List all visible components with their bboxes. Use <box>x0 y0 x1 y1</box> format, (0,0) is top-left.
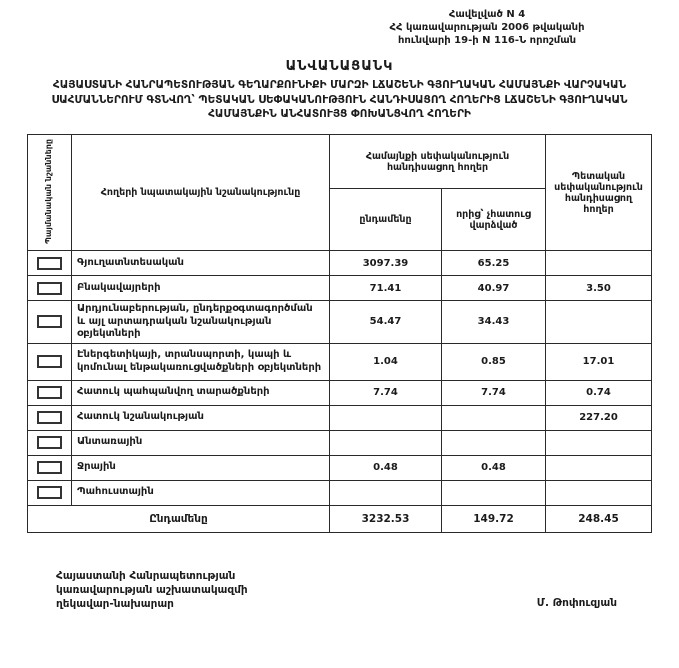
table-row <box>28 455 652 480</box>
annex-line-1: Հավելված N 4 <box>448 9 526 20</box>
state-value: 0.74 <box>546 380 652 405</box>
state-value: 3.50 <box>546 276 652 301</box>
sign-cell <box>28 251 72 276</box>
total-ofwhich-value: 149.72 <box>442 505 546 532</box>
document-footer <box>56 569 617 612</box>
land-transfer-table <box>27 134 652 533</box>
community-total-value: 3097.39 <box>330 251 442 276</box>
state-value <box>546 480 652 505</box>
land-category-label: Հատուկ պահպանվող տարածքների <box>72 380 330 405</box>
land-category-label: Անտառային <box>72 430 330 455</box>
total-state-value: 248.45 <box>546 505 652 532</box>
ofwhich-value: 0.85 <box>442 343 546 380</box>
ofwhich-value <box>442 430 546 455</box>
sign-cell <box>28 430 72 455</box>
ofwhich-value <box>442 405 546 430</box>
community-total-value: 7.74 <box>330 380 442 405</box>
document-title: ԱՆՎԱՆԱՑԱՆԿ <box>285 59 394 74</box>
sign-cell <box>28 480 72 505</box>
table-row <box>28 430 652 455</box>
community-total-value <box>330 405 442 430</box>
ofwhich-value: 34.43 <box>442 301 546 344</box>
ofwhich-value <box>442 480 546 505</box>
col-header-community-group: Համայնքի սեփականություն հանդիսացող հողեր <box>330 135 546 189</box>
legend-box-icon <box>37 461 62 474</box>
sign-cell <box>28 380 72 405</box>
sign-cell <box>28 405 72 430</box>
ofwhich-value: 0.48 <box>442 455 546 480</box>
land-category-label: Պահուստային <box>72 480 330 505</box>
land-category-label: Հատուկ նշանակության <box>72 405 330 430</box>
community-total-value: 0.48 <box>330 455 442 480</box>
community-total-value <box>330 430 442 455</box>
community-total-value: 1.04 <box>330 343 442 380</box>
state-value: 17.01 <box>546 343 652 380</box>
community-total-value: 71.41 <box>330 276 442 301</box>
state-value <box>546 455 652 480</box>
community-total-value: 54.47 <box>330 301 442 344</box>
sign-cell <box>28 343 72 380</box>
legend-box-icon <box>37 486 62 499</box>
ofwhich-value: 7.74 <box>442 380 546 405</box>
ofwhich-value: 40.97 <box>442 276 546 301</box>
legend-box-icon <box>37 257 62 270</box>
office-line-2: կառավարության աշխատակազմի <box>56 583 248 596</box>
annex-reference <box>337 8 637 47</box>
legend-box-icon <box>37 436 62 449</box>
col-header-conventional-signs <box>28 135 72 251</box>
table-row <box>28 276 652 301</box>
land-category-label: Էներգետիկայի, տրանսպորտի, կապի և կոմունալ ենթակառուցվածքների օբյեկտների <box>72 343 330 380</box>
table-row <box>28 301 652 344</box>
state-value <box>546 251 652 276</box>
land-category-label: Գյուղատնտեսական <box>72 251 330 276</box>
legend-box-icon <box>37 282 62 295</box>
land-category-label: Արդյունաբերության, ընդերքօգտագործման և այլ արտադրական նշանակության օբյեկտների <box>72 301 330 344</box>
sign-cell <box>28 276 72 301</box>
land-category-label: Ջրային <box>72 455 330 480</box>
table-total-row <box>28 505 652 532</box>
table-row <box>28 380 652 405</box>
document-subtitle: ՀԱՅԱՍՏԱՆԻ ՀԱՆՐԱՊԵՏՈՒԹՅԱՆ ԳԵՂԱՐՔՈՒՆԻՔԻ ՄԱՐԶԻ ԼՃԱՇԵՆԻ ԳՅՈՒՂԱԿԱՆ ՀԱՄԱՅՆՔԻ ՎԱՐՉԱԿԱՆ ՍԱՀՄԱՆՆԵՐՈՒՄ ԳՏՆՎՈՂ՝ ՊԵՏԱԿԱՆ ՍԵՓԱԿԱՆՈՒԹՅՈՒՆ ՀԱՆԴԻՍԱՑՈՂ ՀՈՂԵՐԻՑ ԼՃԱՇԵՆԻ ԳՅՈՒՂԱԿԱՆ ՀԱՄԱՅՆՔԻՆ ԱՆՀԱՏՈՒՅՑ ՓՈԽԱՆՑՎՈՂ ՀՈՂԵՐԻ <box>51 79 628 121</box>
land-category-label: Բնակավայրերի <box>72 276 330 301</box>
legend-box-icon <box>37 355 62 368</box>
office-line-1: Հայաստանի Հանրապետության <box>56 569 236 582</box>
col-header-community-total: ընդամենը <box>330 189 442 251</box>
signature-name: Մ. Թոփուզյան <box>536 597 617 610</box>
legend-box-icon <box>37 386 62 399</box>
office-line-3: ղեկավար-նախարար <box>56 597 174 610</box>
ofwhich-value: 65.25 <box>442 251 546 276</box>
signing-office <box>56 569 248 612</box>
legend-box-icon <box>37 315 62 328</box>
state-value <box>546 430 652 455</box>
state-value <box>546 301 652 344</box>
table-row <box>28 480 652 505</box>
community-total-value <box>330 480 442 505</box>
annex-line-2: ՀՀ կառավարության 2006 թվականի <box>389 22 585 33</box>
sign-cell <box>28 455 72 480</box>
state-value: 227.20 <box>546 405 652 430</box>
col-header-land-purpose: Հողերի նպատակային նշանակությունը <box>72 135 330 251</box>
table-row <box>28 343 652 380</box>
table-row <box>28 251 652 276</box>
sign-cell <box>28 301 72 344</box>
total-community-value: 3232.53 <box>330 505 442 532</box>
col-header-state-lands: Պետական սեփականություն հանդիսացող հողեր <box>546 135 652 251</box>
legend-box-icon <box>37 411 62 424</box>
conventional-signs-label: Պայմանական նշանները <box>44 138 54 244</box>
table-row <box>28 405 652 430</box>
annex-line-3: հունվարի 19-ի N 116-Ն որոշման <box>397 35 577 46</box>
total-label: Ընդամենը <box>28 505 330 532</box>
col-header-community-ofwhich: որից՝ չհատուց վարձված <box>442 189 546 251</box>
